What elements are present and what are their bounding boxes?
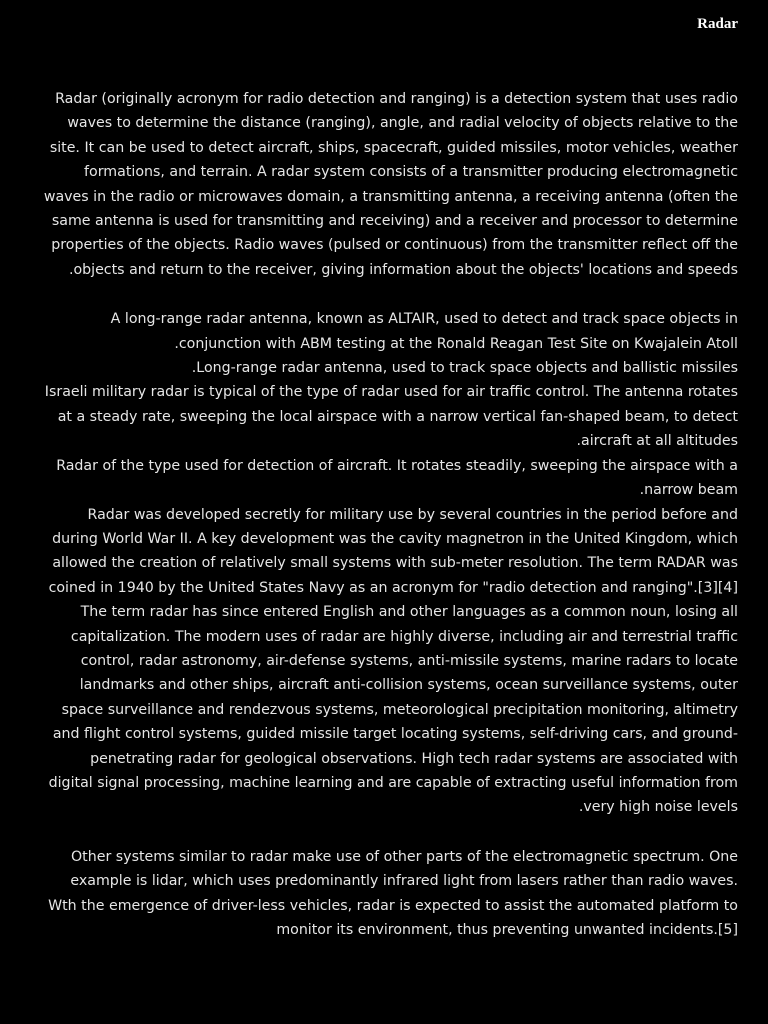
text-line: site. It can be used to detect aircraft, ships, spacecraft, guided missiles, motor vehicles, weather [49, 139, 738, 156]
text-line: Radar (originally acronym for radio detection and ranging) is a detection system that uses radio [55, 91, 738, 107]
text-line: monitor its environment, thus preventing unwanted incidents.[5] [276, 922, 738, 938]
text-line: .very high noise levels [578, 799, 738, 816]
text-line: The term radar has since entered English and other languages as a common noun, losing all [80, 604, 738, 621]
history-paragraph [30, 503, 738, 820]
text-line: control, radar astronomy, air-defense systems, anti-missile systems, marine radars to locate [80, 652, 738, 669]
intro-paragraph [30, 87, 738, 282]
israeli-radar-caption [30, 380, 738, 453]
text-line: .narrow beam [639, 482, 738, 499]
aircraft-radar-caption [30, 454, 738, 503]
text-line: .conjunction with ABM testing at the Ronald Reagan Test Site on Kwajalein Atoll [174, 335, 738, 352]
altair-caption [30, 307, 738, 356]
text-line: landmarks and other ships, aircraft anti-collision systems, ocean surveillance systems, outer [79, 677, 738, 694]
text-line: space surveillance and rendezvous systems, meteorological precipitation monitoring, altimetry [61, 701, 738, 718]
paragraph-spacer [30, 820, 738, 845]
text-line: .Long-range radar antenna, used to track space objects and ballistic missiles [191, 360, 738, 377]
text-line: waves to determine the distance (ranging), angle, and radial velocity of objects relative to the [67, 115, 738, 132]
text-line: at a steady rate, sweeping the local airspace with a narrow vertical fan-shaped beam, to detect [57, 408, 738, 425]
page-title: Radar [697, 16, 738, 32]
text-line: during World War II. A key development was the cavity magnetron in the United Kingdom, which [52, 530, 738, 547]
text-line: Israeli military radar is typical of the type of radar used for air traffic control. The antenna rotates [44, 384, 738, 401]
text-line: and flight control systems, guided missile target locating systems, self-driving cars, and ground- [52, 726, 738, 743]
text-line: example is lidar, which uses predominantly infrared light from lasers rather than radio waves. [70, 873, 738, 890]
text-line: capitalization. The modern uses of radar are highly diverse, including air and terrestrial traffic [70, 628, 738, 645]
text-line: Wth the emergence of driver-less vehicles, radar is expected to assist the automated platform to [48, 897, 738, 914]
text-line: Radar was developed secretly for military use by several countries in the period before and [87, 506, 738, 523]
text-line: digital signal processing, machine learning and are capable of extracting useful information from [48, 774, 738, 791]
long-range-caption [30, 356, 738, 380]
text-line: .aircraft at all altitudes [576, 433, 738, 450]
text-line: same antenna is used for transmitting and receiving) and a receiver and processor to determine [51, 213, 738, 230]
lidar-paragraph [30, 845, 738, 943]
text-line: A long-range radar antenna, known as ALTAIR, used to detect and track space objects in [110, 311, 738, 328]
text-line: allowed the creation of relatively small systems with sub-meter resolution. The term RADAR was [52, 555, 738, 572]
text-line: formations, and terrain. A radar system consists of a transmitter producing electromagnetic [84, 164, 738, 181]
text-line: waves in the radio or microwaves domain, a transmitting antenna, a receiving antenna (often the [43, 188, 738, 205]
text-line: penetrating radar for geological observations. High tech radar systems are associated with [90, 750, 738, 767]
text-line: properties of the objects. Radio waves (pulsed or continuous) from the transmitter reflect off the [51, 237, 738, 254]
text-line: Other systems similar to radar make use of other parts of the electromagnetic spectrum. One [71, 848, 738, 865]
article-body [30, 87, 738, 942]
text-line: coined in 1940 by the United States Navy as an acronym for "radio detection and ranging".[3][4] [48, 579, 738, 596]
text-line: Radar of the type used for detection of aircraft. It rotates steadily, sweeping the airspace with a [56, 457, 738, 474]
text-line: .objects and return to the receiver, giving information about the objects' locations and speeds [68, 261, 738, 278]
paragraph-spacer [30, 282, 738, 307]
